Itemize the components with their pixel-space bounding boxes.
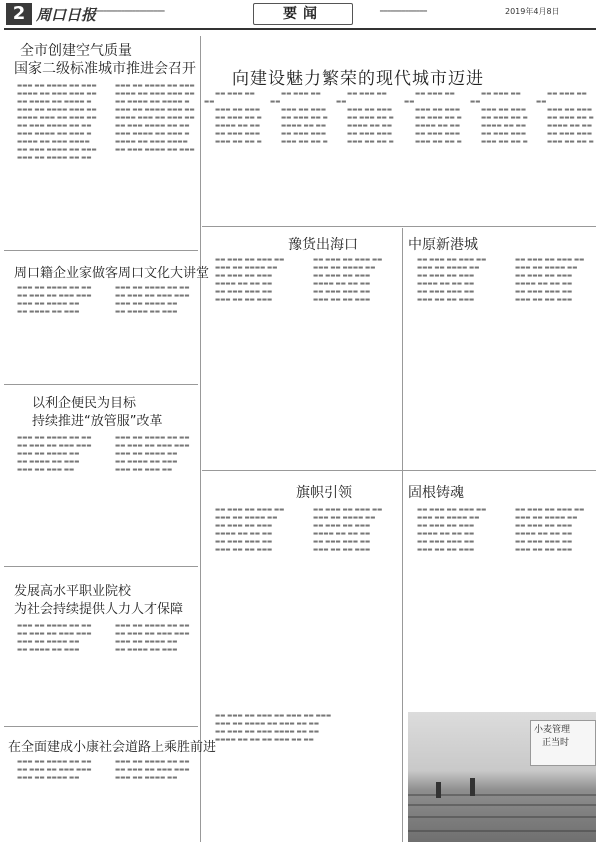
article-body: ▬▬▬ ▬▬ ▬▬▬▬ ▬▬ ▬▬ ▬▬ ▬▬▬ ▬▬ ▬▬▬ ▬▬▬ ▬▬▬ ▬▬ ▬▬▬▬ ▬▬ ▬▬ ▬▬▬▬ ▬▬ ▬▬▬ ▬▬▬ ▬▬ ▬▬▬ ▬▬ bbox=[17, 435, 92, 473]
article-body: ▬▬ ▬▬▬ ▬▬ ▬▬▬ ▬▬ ▬▬▬ ▬▬ ▬▬▬▬ ▬▬ ▬▬ ▬▬▬ ▬▬ ▬▬▬ ▬▬▬▬ ▬▬ ▬▬ ▬▬ ▬▬ ▬▬▬ ▬▬▬ ▬▬ ▬▬▬ ▬▬ ▬▬ ▬▬▬ bbox=[417, 507, 487, 553]
photo-caption-title bbox=[534, 724, 570, 750]
article-body: ▬▬ ▬▬▬ ▬▬ ▬▬▬ ▬▬ ▬▬▬ ▬▬ ▬▬▬▬ ▬▬ ▬▬ ▬▬▬ ▬▬ ▬▬▬ ▬▬▬▬ ▬▬ ▬▬ ▬▬ ▬▬ ▬▬▬ ▬▬▬ ▬▬ ▬▬▬ ▬▬ ▬▬ ▬▬▬ bbox=[417, 257, 487, 303]
header-rule bbox=[4, 28, 596, 30]
article-body: ▬▬ ▬▬▬ ▬▬ ▬▬ ▬▬▬ ▬▬ ▬▬▬ ▬▬ ▬▬▬ ▬▬ ▬ ▬▬▬▬ ▬▬ ▬▬ ▬▬ ▬▬▬ ▬▬▬ ▬▬▬ ▬▬ ▬▬ ▬ bbox=[536, 91, 594, 145]
page-number: 2 bbox=[6, 3, 32, 25]
section-divider bbox=[4, 250, 198, 251]
article-body: ▬▬▬ ▬▬ ▬▬▬▬ ▬▬ ▬▬▬ ▬▬▬▬ ▬▬ ▬▬▬ ▬▬▬ ▬▬ ▬▬ ▬▬▬▬ ▬▬ ▬▬▬▬ ▬ ▬▬▬ ▬▬ ▬▬▬▬ ▬▬▬ ▬▬ ▬▬▬▬ ▬▬▬ ▬▬ ▬▬▬ ▬▬ ▬▬ ▬▬▬ ▬▬▬▬ ▬▬ ▬▬ ▬▬▬ ▬▬▬▬ ▬▬ ▬▬▬ ▬ ▬▬▬▬ ▬▬ ▬▬▬ ▬▬▬▬ ▬▬ ▬▬▬ ▬▬▬▬ ▬▬ ▬▬▬ ▬▬▬ ▬▬ ▬▬▬▬ ▬▬ ▬▬ bbox=[17, 83, 97, 161]
article-body: ▬▬ ▬▬▬ ▬▬ ▬▬▬ ▬▬ ▬▬▬ ▬▬ ▬▬▬ ▬▬▬ ▬▬ ▬▬▬▬ ▬▬ ▬▬▬ ▬▬ ▬▬ ▬▬ ▬▬▬ ▬▬ ▬▬▬ ▬▬▬▬ ▬▬ ▬▬ ▬▬▬▬ ▬▬ ▬▬ ▬▬ ▬▬▬ ▬▬ ▬▬ bbox=[215, 713, 332, 743]
article-body: ▬▬▬ ▬▬ ▬▬▬▬ ▬▬ ▬▬ ▬▬ ▬▬▬ ▬▬ ▬▬▬ ▬▬▬ ▬▬▬ ▬▬ ▬▬▬▬ ▬▬ bbox=[17, 759, 92, 781]
farmer-figure bbox=[470, 778, 475, 796]
issue-date: 2019年4月8日 bbox=[505, 7, 560, 16]
section-divider bbox=[4, 384, 198, 385]
article-title: 豫货出海口 bbox=[288, 237, 358, 253]
article-title: 中原新港城 bbox=[408, 237, 478, 253]
section-divider bbox=[4, 566, 198, 567]
article-body: ▬▬ ▬▬▬ ▬▬ ▬▬▬ ▬▬ ▬▬▬ ▬▬ ▬▬▬▬ ▬▬ ▬▬ ▬▬▬ ▬▬ ▬▬▬ ▬▬▬▬ ▬▬ ▬▬ ▬▬ ▬▬ ▬▬▬ ▬▬▬ ▬▬ ▬▬▬ ▬▬ ▬▬ ▬▬▬ bbox=[215, 257, 285, 303]
article-body: ▬▬▬ ▬▬ ▬▬▬▬ ▬▬ ▬▬ ▬▬ ▬▬▬ ▬▬ ▬▬▬ ▬▬▬ ▬▬▬ ▬▬ ▬▬▬▬ ▬▬ ▬▬ ▬▬▬▬ ▬▬ ▬▬▬ bbox=[17, 285, 92, 315]
article-subtitle: 持续推进“放管服”改革 bbox=[32, 414, 163, 429]
article-body: ▬▬ ▬▬▬ ▬▬ ▬▬ ▬▬▬ ▬▬ ▬▬▬ ▬▬ ▬▬▬ ▬▬ ▬ ▬▬▬▬ ▬▬ ▬▬ ▬▬ ▬▬▬ ▬▬▬ ▬▬▬ ▬▬ ▬▬ ▬ bbox=[470, 91, 528, 145]
article-body: ▬▬▬ ▬▬ ▬▬▬▬ ▬▬ ▬▬ ▬▬ ▬▬▬ ▬▬ ▬▬▬ ▬▬▬ ▬▬▬ ▬▬ ▬▬▬▬ ▬▬ ▬▬ ▬▬▬▬ ▬▬ ▬▬▬ bbox=[115, 623, 190, 653]
article-body: ▬▬▬ ▬▬ ▬▬▬▬ ▬▬ ▬▬▬ ▬▬▬▬ ▬▬ ▬▬▬ ▬▬▬ ▬▬ ▬▬ ▬▬▬▬ ▬▬ ▬▬▬▬ ▬ ▬▬▬ ▬▬ ▬▬▬▬ ▬▬▬ ▬▬ ▬▬▬▬ ▬▬▬ ▬▬ ▬▬▬ ▬▬ ▬▬ ▬▬▬ ▬▬▬▬ ▬▬ ▬▬ ▬▬▬ ▬▬▬▬ ▬▬ ▬▬▬ ▬ ▬▬▬▬ ▬▬ ▬▬▬ ▬▬▬▬ ▬▬ ▬▬▬ ▬▬▬▬ ▬▬ ▬▬▬ bbox=[115, 83, 195, 153]
masthead bbox=[0, 0, 600, 36]
article-title: 全市创建空气质量 bbox=[20, 43, 132, 59]
article-body: ▬▬ ▬▬▬ ▬▬ ▬▬▬ ▬▬ ▬▬▬ ▬▬ ▬▬▬▬ ▬▬ ▬▬ ▬▬▬ ▬▬ ▬▬▬ ▬▬▬▬ ▬▬ ▬▬ ▬▬ ▬▬ ▬▬▬ ▬▬▬ ▬▬ ▬▬▬ ▬▬ ▬▬ ▬▬▬ bbox=[515, 257, 585, 303]
section-divider bbox=[202, 226, 596, 227]
header-decor-right: ━━━━━━━━━━━━━ bbox=[380, 8, 427, 15]
article-body: ▬▬ ▬▬▬ ▬▬ ▬▬▬ ▬▬ ▬▬▬ ▬▬ ▬▬▬▬ ▬▬ ▬▬ ▬▬▬ ▬▬ ▬▬▬ ▬▬▬▬ ▬▬ ▬▬ ▬▬ ▬▬ ▬▬▬ ▬▬▬ ▬▬ ▬▬▬ ▬▬ ▬▬ ▬▬▬ bbox=[313, 257, 383, 303]
paper-name: 周口日报 bbox=[36, 6, 97, 24]
section-divider bbox=[202, 470, 596, 471]
article-body: ▬▬ ▬▬▬ ▬▬ ▬▬ ▬▬▬ ▬▬ ▬▬▬ ▬▬ ▬▬▬ ▬▬ ▬ ▬▬▬▬ ▬▬ ▬▬ ▬▬ ▬▬▬ ▬▬▬ ▬▬▬ ▬▬ ▬▬ ▬ bbox=[270, 91, 328, 145]
article-body: ▬▬▬ ▬▬ ▬▬▬▬ ▬▬ ▬▬ ▬▬ ▬▬▬ ▬▬ ▬▬▬ ▬▬▬ ▬▬▬ ▬▬ ▬▬▬▬ ▬▬ ▬▬ ▬▬▬▬ ▬▬ ▬▬▬ bbox=[17, 623, 92, 653]
article-body: ▬▬ ▬▬▬ ▬▬ ▬▬▬ ▬▬ ▬▬▬ ▬▬ ▬▬▬▬ ▬▬ ▬▬ ▬▬▬ ▬▬ ▬▬▬ ▬▬▬▬ ▬▬ ▬▬ ▬▬ ▬▬ ▬▬▬ ▬▬▬ ▬▬ ▬▬▬ ▬▬ ▬▬ ▬▬▬ bbox=[313, 507, 383, 553]
article-body: ▬▬▬ ▬▬ ▬▬▬▬ ▬▬ ▬▬ ▬▬ ▬▬▬ ▬▬ ▬▬▬ ▬▬▬ ▬▬▬ ▬▬ ▬▬▬▬ ▬▬ ▬▬ ▬▬▬▬ ▬▬ ▬▬▬ ▬▬▬ ▬▬ ▬▬▬ ▬▬ bbox=[115, 435, 190, 473]
article-body: ▬▬▬ ▬▬ ▬▬▬▬ ▬▬ ▬▬ ▬▬ ▬▬▬ ▬▬ ▬▬▬ ▬▬▬ ▬▬▬ ▬▬ ▬▬▬▬ ▬▬ ▬▬ ▬▬▬▬ ▬▬ ▬▬▬ bbox=[115, 285, 190, 315]
article-title: 在全面建成小康社会道路上乘胜前进 bbox=[8, 740, 217, 755]
header-decor-left: ━━━━━━━━━━━━━━━━━━━ bbox=[96, 8, 165, 15]
article-title: 固根铸魂 bbox=[408, 485, 464, 501]
article-title: 以利企便民为目标 bbox=[32, 396, 137, 411]
article-title: 旗帜引领 bbox=[296, 485, 352, 501]
column-divider bbox=[402, 228, 403, 842]
section-title: 要闻 bbox=[253, 3, 353, 25]
column-divider bbox=[200, 36, 201, 842]
caption-line-2: 正当时 bbox=[542, 738, 570, 748]
article-body: ▬▬ ▬▬▬ ▬▬ ▬▬▬ ▬▬ ▬▬▬ ▬▬ ▬▬▬▬ ▬▬ ▬▬ ▬▬▬ ▬▬ ▬▬▬ ▬▬▬▬ ▬▬ ▬▬ ▬▬ ▬▬ ▬▬▬ ▬▬▬ ▬▬ ▬▬▬ ▬▬ ▬▬ ▬▬▬ bbox=[215, 507, 285, 553]
article-title: 向建设魅力繁荣的现代城市迈进 bbox=[232, 69, 484, 89]
article-body: ▬▬ ▬▬▬ ▬▬ ▬▬ ▬▬▬ ▬▬ ▬▬▬ ▬▬ ▬▬▬ ▬▬ ▬ ▬▬▬▬ ▬▬ ▬▬ ▬▬ ▬▬▬ ▬▬▬ ▬▬▬ ▬▬ ▬▬ ▬ bbox=[336, 91, 394, 145]
article-subtitle: 为社会持续提供人力人才保障 bbox=[14, 602, 184, 617]
article-title: 周口籍企业家做客周口文化大讲堂 bbox=[14, 266, 210, 281]
caption-line-1: 小麦管理 bbox=[534, 725, 571, 735]
article-body: ▬▬▬ ▬▬ ▬▬▬▬ ▬▬ ▬▬ ▬▬ ▬▬▬ ▬▬ ▬▬▬ ▬▬▬ ▬▬▬ ▬▬ ▬▬▬▬ ▬▬ bbox=[115, 759, 190, 781]
section-divider bbox=[4, 726, 198, 727]
article-body: ▬▬ ▬▬▬ ▬▬ ▬▬▬ ▬▬ ▬▬▬ ▬▬ ▬▬▬▬ ▬▬ ▬▬ ▬▬▬ ▬▬ ▬▬▬ ▬▬▬▬ ▬▬ ▬▬ ▬▬ ▬▬ ▬▬▬ ▬▬▬ ▬▬ ▬▬▬ ▬▬ ▬▬ ▬▬▬ bbox=[515, 507, 585, 553]
farmer-figure bbox=[436, 782, 441, 798]
article-title: 发展高水平职业院校 bbox=[14, 584, 132, 599]
article-body: ▬▬ ▬▬▬ ▬▬ ▬▬ ▬▬▬ ▬▬ ▬▬▬ ▬▬ ▬▬▬ ▬▬ ▬ ▬▬▬▬ ▬▬ ▬▬ ▬▬ ▬▬▬ ▬▬▬ ▬▬▬ ▬▬ ▬▬ ▬ bbox=[404, 91, 462, 145]
article-body: ▬▬ ▬▬▬ ▬▬ ▬▬ ▬▬▬ ▬▬ ▬▬▬ ▬▬ ▬▬▬ ▬▬ ▬ ▬▬▬▬ ▬▬ ▬▬ ▬▬ ▬▬▬ ▬▬▬ ▬▬▬ ▬▬ ▬▬ ▬ bbox=[204, 91, 262, 145]
article-subtitle: 国家二级标准城市推进会召开 bbox=[14, 61, 196, 77]
